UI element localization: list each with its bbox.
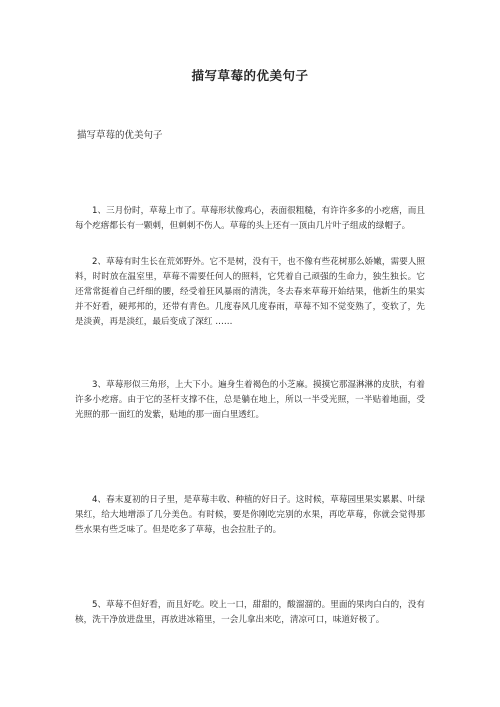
paragraph-1: 1、三月份时，草莓上市了。草莓形状像鸡心，表面很粗糙，有许许多多的小疙瘩，而且每个疙瘩都长有一颗刺，但刺刺不伤人。草莓的头上还有一顶由几片叶子组成的绿帽子。 [75, 206, 425, 231]
paragraph-2: 2、草莓有时生长在荒郊野外。它不是树，没有干，也不像有些花树那么娇嫩，需要人照料，时时放在温室里，草莓不需要任何人的照料，它凭着自己顽强的生命力，独生独长。它还常常挺着自己纤细的腰，经受着狂风暴雨的清洗，冬去春来草莓开始结果，他新生的果实并不好看，硬邦邦的，还带有青色。几度春风几度春雨，草莓不知不觉变熟了，变软了，先是淡黄，再是淡红，最后变成了深红 …… [75, 257, 425, 327]
document-title: 描写草莓的优美句子 [191, 68, 309, 83]
paragraph-4: 4、春末夏初的日子里，是草莓丰收、种植的好日子。这时候，草莓园里果实累累、叶绿果红，给大地增添了几分美色。有时候，要是你刚吃完别的水果，再吃草莓，你就会觉得那些水果有些乏味了。但是吃多了草莓，也会拉肚子的。 [75, 495, 425, 535]
paragraph-3: 3、草莓形似三角形，上大下小。遍身生着褐色的小芝麻。摸摸它那湿淋淋的皮肤，有着许多小疙瘩。由于它的茎杆支撑不住，总是躺在地上，所以一半受光照，一半贴着地面，受光照的那一面红的发紫，贴地的那一面白里透红。 [75, 380, 425, 420]
paragraph-5: 5、草莓不但好看，而且好吃。咬上一口，甜甜的，酸溜溜的。里面的果肉白白的，没有核，洗干净放进盘里，再放进冰箱里，一会儿拿出来吃，清凉可口，味道好极了。 [75, 600, 425, 625]
document-subtitle: 描写草莓的优美句子 [77, 130, 163, 141]
